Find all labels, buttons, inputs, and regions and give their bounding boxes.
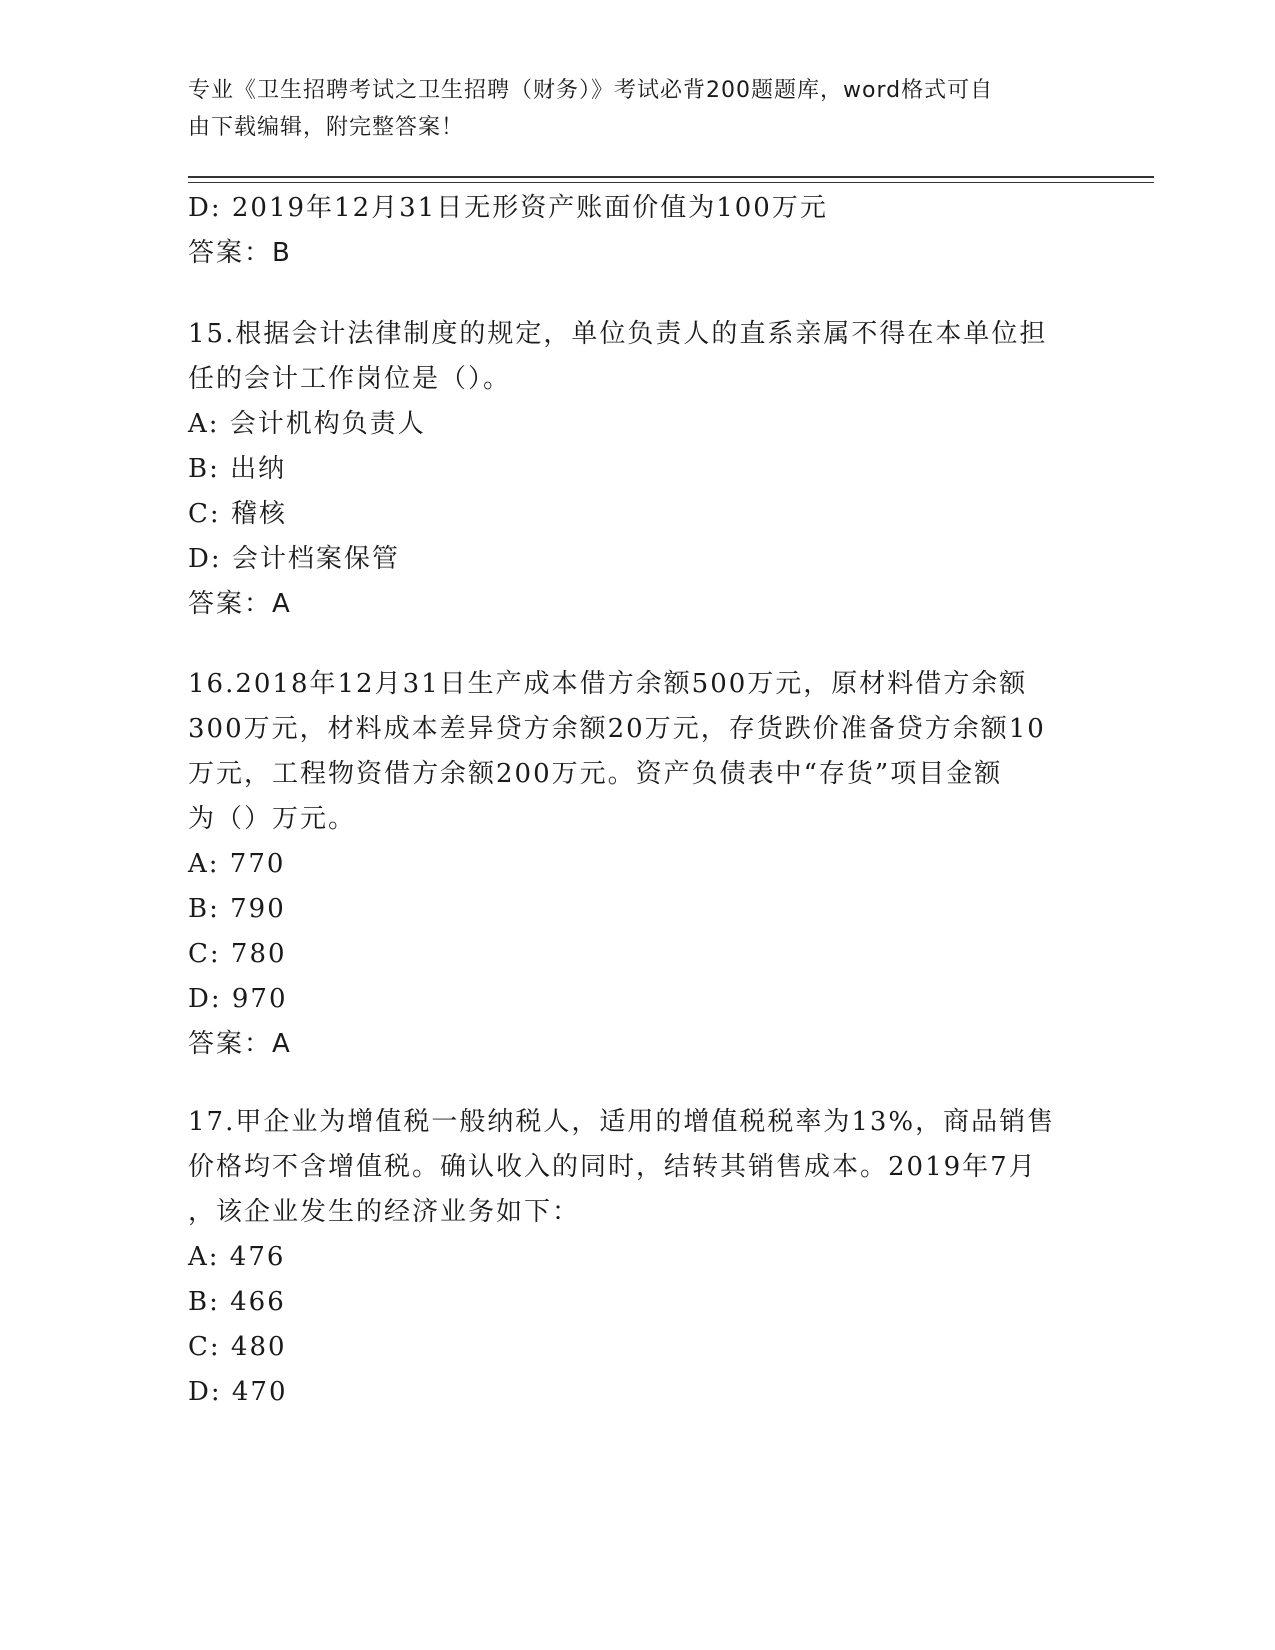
q16-option-c: C: 780: [188, 939, 287, 969]
question-15: [188, 312, 1088, 627]
q16-option-b: B: 790: [188, 894, 286, 924]
q16-answer: 答案：A: [188, 1029, 292, 1059]
header-divider-thick: [188, 176, 1154, 178]
q17-stem-line-1: 17.甲企业为增值税一般纳税人，适用的增值税税率为13%，商品销售: [188, 1107, 1056, 1137]
header-line-2: 由下载编辑，附完整答案！: [188, 115, 465, 140]
q17-option-c: C: 480: [188, 1332, 287, 1362]
question-16: [188, 662, 1088, 1067]
q16-stem-line-4: 为（）万元。: [188, 804, 357, 834]
q15-option-a: A: 会计机构负责人: [188, 409, 426, 439]
q17-option-d: D: 470: [188, 1377, 288, 1407]
q15-option-c: C: 稽核: [188, 499, 287, 529]
q16-stem-line-2: 300万元，材料成本差异贷方余额20万元，存货跌价准备贷方余额10: [188, 714, 1046, 744]
q16-option-a: A: 770: [188, 849, 286, 879]
q16-stem-line-3: 万元，工程物资借方余额200万元。资产负债表中“存货”项目金额: [188, 759, 1003, 789]
q15-option-d: D: 会计档案保管: [188, 544, 400, 574]
q17-stem-line-3: ，该企业发生的经济业务如下：: [188, 1197, 581, 1227]
q17-stem-line-2: 价格均不含增值税。确认收入的同时，结转其销售成本。2019年7月: [188, 1152, 1037, 1182]
q15-stem-line-1: 15.根据会计法律制度的规定，单位负责人的直系亲属不得在本单位担: [188, 319, 1048, 349]
q17-option-b: B: 466: [188, 1287, 286, 1317]
document-header: [188, 72, 1088, 146]
q14-answer: 答案：B: [188, 238, 292, 268]
q16-option-d: D: 970: [188, 984, 288, 1014]
q17-option-a: A: 476: [188, 1242, 286, 1272]
header-divider-thin: [188, 182, 1154, 183]
q16-stem-line-1: 16.2018年12月31日生产成本借方余额500万元，原材料借方余额: [188, 669, 1028, 699]
header-line-1: 专业《卫生招聘考试之卫生招聘（财务）》考试必背200题题库，word格式可自: [188, 78, 994, 103]
question-17: [188, 1100, 1088, 1415]
q15-answer: 答案：A: [188, 589, 292, 619]
question-14-tail: [188, 186, 1088, 276]
q15-option-b: B: 出纳: [188, 454, 287, 484]
q14-option-d: D: 2019年12月31日无形资产账面价值为100万元: [188, 193, 828, 223]
q15-stem-line-2: 任的会计工作岗位是（）。: [188, 364, 512, 394]
